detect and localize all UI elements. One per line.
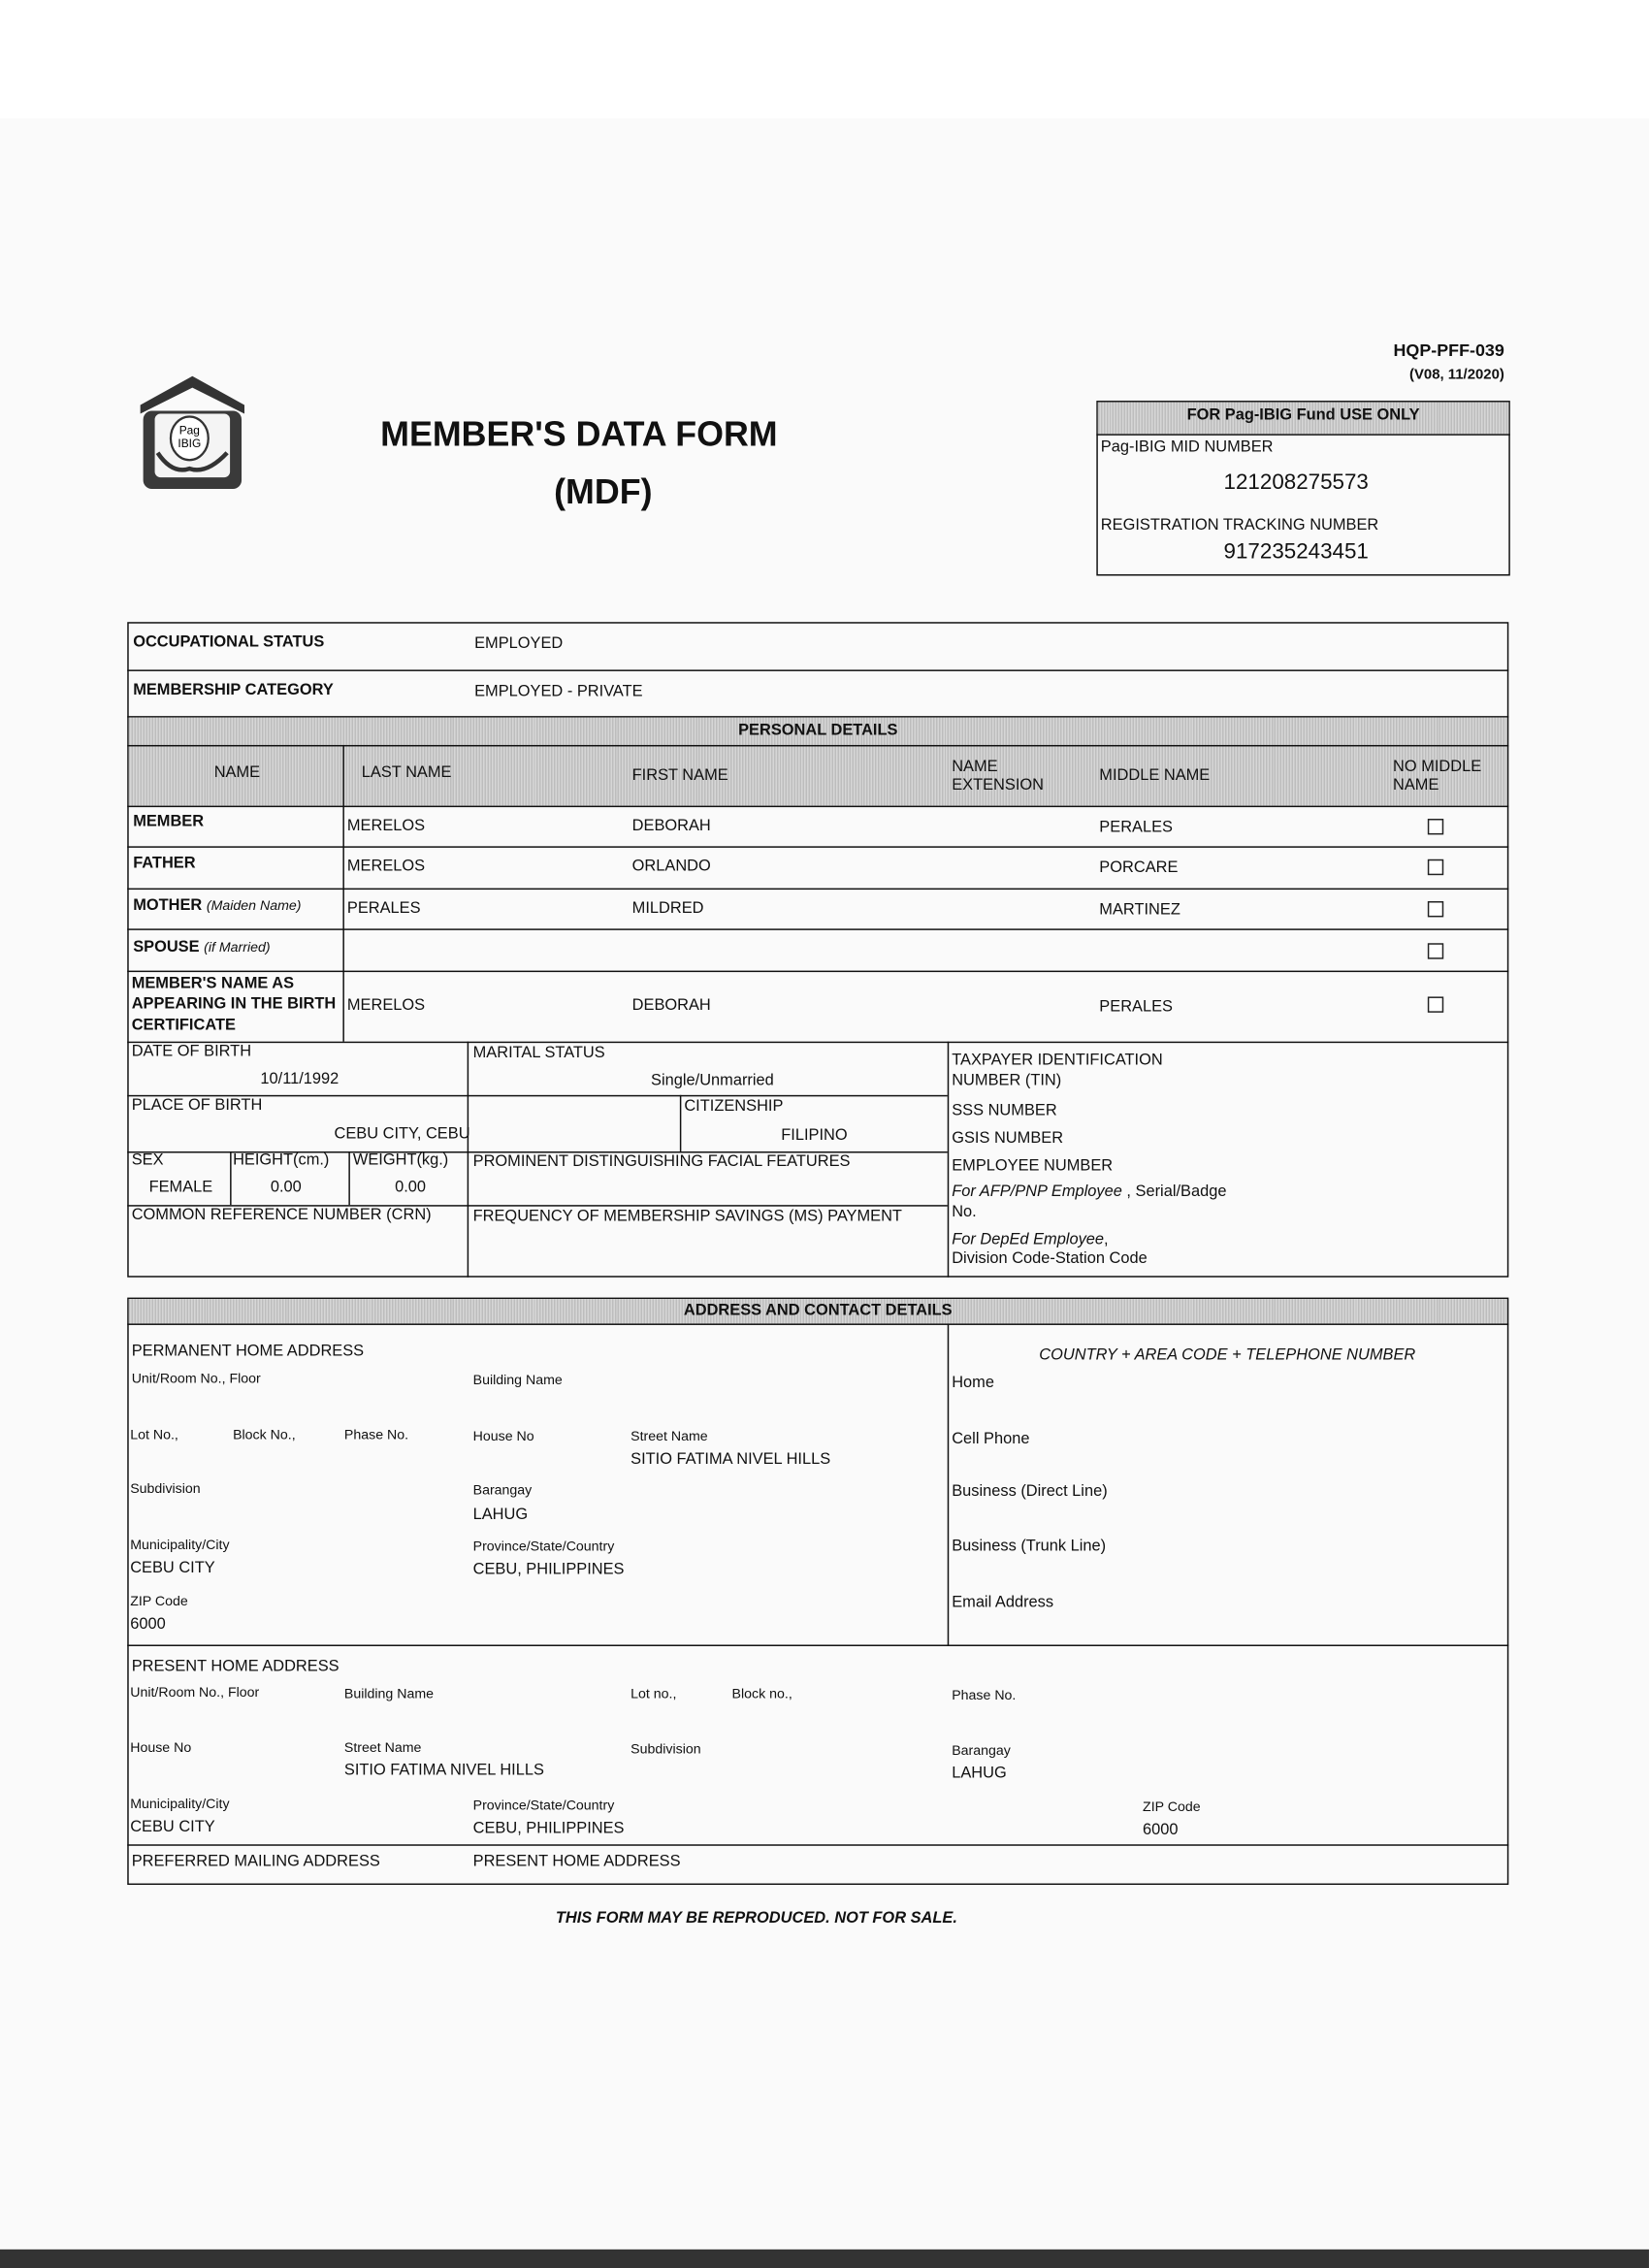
sex-label: SEX bbox=[131, 1150, 164, 1169]
unit-label: Unit/Room No., Floor bbox=[131, 1371, 261, 1388]
building-label: Building Name bbox=[472, 1373, 563, 1389]
col-first-name: FIRST NAME bbox=[631, 766, 728, 785]
contact-title: COUNTRY + AREA CODE + TELEPHONE NUMBER bbox=[1039, 1346, 1416, 1365]
col-no-middle-name: NO MIDDLE NAME bbox=[1393, 758, 1482, 794]
no-middle-name-checkbox[interactable] bbox=[1428, 859, 1443, 875]
fund-box-title: FOR Pag-IBIG Fund USE ONLY bbox=[1186, 406, 1420, 424]
employee-number-label: EMPLOYEE NUMBER bbox=[952, 1156, 1114, 1175]
city-value: CEBU CITY bbox=[130, 1559, 215, 1577]
sex-value: FEMALE bbox=[148, 1179, 213, 1197]
street-label: Street Name bbox=[630, 1429, 708, 1445]
afp-italic: For AFP/PNP Employee bbox=[952, 1183, 1122, 1201]
no-middle-name-checkbox[interactable] bbox=[1428, 996, 1443, 1012]
last-name-value: MERELOS bbox=[346, 858, 426, 876]
last-name-value: MERELOS bbox=[346, 996, 426, 1015]
membership-category-value: EMPLOYED - PRIVATE bbox=[474, 682, 643, 700]
section-label: PERMANENT HOME ADDRESS bbox=[131, 1342, 365, 1360]
deped-italic: For DepEd Employee bbox=[952, 1231, 1105, 1248]
subdivision-label: Subdivision bbox=[130, 1480, 201, 1498]
gsis-label: GSIS NUMBER bbox=[952, 1129, 1064, 1148]
first-name-value: MILDRED bbox=[631, 899, 704, 918]
lot-label: Lot no., bbox=[630, 1686, 677, 1703]
province-value: CEBU, PHILIPPINES bbox=[472, 1819, 625, 1837]
weight-value: 0.00 bbox=[395, 1179, 427, 1197]
zip-value: 6000 bbox=[1143, 1821, 1179, 1839]
citizenship-value: FILIPINO bbox=[781, 1126, 848, 1145]
dob-value: 10/11/1992 bbox=[260, 1070, 340, 1088]
ms-frequency-label: FREQUENCY OF MEMBERSHIP SAVINGS (MS) PAYMENT bbox=[472, 1208, 902, 1226]
last-name-value: PERALES bbox=[346, 899, 421, 918]
street-value: SITIO FATIMA NIVEL HILLS bbox=[343, 1762, 544, 1780]
zip-label: ZIP Code bbox=[130, 1594, 188, 1610]
row-label-note: (Maiden Name) bbox=[206, 898, 302, 915]
business-trunk-label: Business (Trunk Line) bbox=[952, 1538, 1107, 1556]
height-label: HEIGHT(cm.) bbox=[233, 1150, 330, 1169]
membership-category-label: MEMBERSHIP CATEGORY bbox=[133, 681, 334, 699]
mid-value: 121208275573 bbox=[1223, 470, 1369, 495]
preferred-mailing-value: PRESENT HOME ADDRESS bbox=[472, 1853, 681, 1871]
phase-label: Phase No. bbox=[343, 1427, 409, 1444]
first-name-value: DEBORAH bbox=[631, 817, 711, 835]
division-code-label: Division Code-Station Code bbox=[952, 1249, 1148, 1268]
row-label-text: SPOUSE bbox=[133, 938, 200, 956]
tin-label: TAXPAYER IDENTIFICATION NUMBER (TIN) bbox=[952, 1052, 1163, 1090]
address-table bbox=[127, 1298, 1508, 1885]
mid-label: Pag-IBIG MID NUMBER bbox=[1100, 437, 1274, 456]
personal-details-title: PERSONAL DETAILS bbox=[738, 722, 898, 740]
row-label-note: (if Married) bbox=[204, 940, 271, 956]
scan-margin bbox=[0, 0, 1649, 118]
marital-status-value: Single/Unmarried bbox=[651, 1071, 774, 1089]
row-label: FATHER bbox=[133, 855, 196, 873]
col-middle-name: MIDDLE NAME bbox=[1099, 766, 1211, 785]
afp-rest: , Serial/Badge No. bbox=[952, 1183, 1227, 1222]
form-version: (V08, 11/2020) bbox=[1409, 367, 1504, 384]
facial-features-label: PROMINENT DISTINGUISHING FACIAL FEATURES bbox=[472, 1152, 851, 1171]
occupational-status-value: EMPLOYED bbox=[474, 634, 564, 653]
city-value: CEBU CITY bbox=[130, 1818, 215, 1836]
row-label bbox=[133, 897, 301, 916]
col-last-name: LAST NAME bbox=[361, 763, 452, 782]
no-middle-name-checkbox[interactable] bbox=[1428, 943, 1443, 958]
house-label: House No bbox=[472, 1429, 534, 1445]
row-label: MEMBER bbox=[133, 813, 205, 830]
svg-text:IBIG: IBIG bbox=[178, 436, 202, 450]
sss-label: SSS NUMBER bbox=[952, 1102, 1057, 1120]
building-label: Building Name bbox=[343, 1686, 435, 1703]
col-name: NAME bbox=[213, 763, 261, 782]
home-phone-label: Home bbox=[952, 1374, 994, 1392]
barangay-value: LAHUG bbox=[952, 1765, 1007, 1783]
preferred-mailing-label: PREFERRED MAILING ADDRESS bbox=[131, 1853, 380, 1871]
last-name-value: MERELOS bbox=[346, 817, 426, 835]
province-label: Province/State/Country bbox=[472, 1539, 615, 1556]
scan-edge bbox=[0, 2250, 1649, 2268]
row-label-text: MOTHER bbox=[133, 896, 203, 915]
middle-name-value: MARTINEZ bbox=[1099, 901, 1180, 919]
no-middle-name-checkbox[interactable] bbox=[1428, 819, 1443, 834]
subdivision-label: Subdivision bbox=[630, 1741, 701, 1758]
cell-phone-label: Cell Phone bbox=[952, 1430, 1030, 1448]
height-value: 0.00 bbox=[270, 1179, 302, 1197]
form-subtitle: (MDF) bbox=[554, 472, 653, 512]
house-label: House No bbox=[130, 1739, 192, 1757]
row-label: MEMBER'S NAME AS APPEARING IN THE BIRTH CERTIFICATE bbox=[131, 975, 337, 1034]
citizenship-label: CITIZENSHIP bbox=[684, 1097, 784, 1116]
dob-label: DATE OF BIRTH bbox=[131, 1043, 252, 1061]
business-direct-label: Business (Direct Line) bbox=[952, 1482, 1108, 1501]
email-label: Email Address bbox=[952, 1594, 1054, 1612]
pag-ibig-logo-icon bbox=[138, 373, 247, 492]
row-label bbox=[133, 939, 270, 957]
address-title: ADDRESS AND CONTACT DETAILS bbox=[683, 1302, 953, 1319]
unit-label: Unit/Room No., Floor bbox=[130, 1685, 260, 1701]
street-label: Street Name bbox=[343, 1739, 422, 1757]
col-name-extension: NAME EXTENSION bbox=[952, 758, 1045, 794]
weight-label: WEIGHT(kg.) bbox=[352, 1150, 449, 1169]
zip-value: 6000 bbox=[130, 1615, 166, 1634]
section-label: PRESENT HOME ADDRESS bbox=[131, 1657, 340, 1675]
middle-name-value: PORCARE bbox=[1099, 859, 1179, 877]
city-label: Municipality/City bbox=[130, 1538, 230, 1554]
barangay-label: Barangay bbox=[952, 1742, 1011, 1760]
occupational-status-label: OCCUPATIONAL STATUS bbox=[133, 633, 325, 652]
lot-label: Lot No., bbox=[130, 1427, 178, 1444]
middle-name-value: PERALES bbox=[1099, 997, 1173, 1016]
city-label: Municipality/City bbox=[130, 1797, 230, 1813]
crn-label: COMMON REFERENCE NUMBER (CRN) bbox=[131, 1206, 432, 1224]
deped-rest: , bbox=[1104, 1231, 1109, 1248]
afp-pnp-label bbox=[952, 1182, 1255, 1223]
pob-value: CEBU CITY, CEBU bbox=[334, 1125, 470, 1144]
middle-name-value: PERALES bbox=[1099, 819, 1173, 836]
phase-label: Phase No. bbox=[952, 1688, 1017, 1704]
barangay-label: Barangay bbox=[472, 1482, 533, 1499]
barangay-value: LAHUG bbox=[472, 1506, 529, 1524]
first-name-value: DEBORAH bbox=[631, 996, 711, 1015]
rtn-value: 917235243451 bbox=[1223, 539, 1369, 565]
block-label: Block no., bbox=[731, 1686, 792, 1703]
svg-text:Pag: Pag bbox=[178, 423, 200, 437]
deped-label bbox=[952, 1231, 1108, 1249]
province-label: Province/State/Country bbox=[472, 1798, 615, 1814]
marital-status-label: MARITAL STATUS bbox=[472, 1044, 605, 1062]
province-value: CEBU, PHILIPPINES bbox=[472, 1561, 625, 1578]
form-code: HQP-PFF-039 bbox=[1393, 340, 1504, 361]
form-title: MEMBER'S DATA FORM bbox=[380, 414, 778, 455]
rtn-label: REGISTRATION TRACKING NUMBER bbox=[1100, 516, 1379, 535]
first-name-value: ORLANDO bbox=[631, 858, 711, 876]
block-label: Block No., bbox=[233, 1427, 296, 1444]
pob-label: PLACE OF BIRTH bbox=[131, 1096, 263, 1115]
no-middle-name-checkbox[interactable] bbox=[1428, 901, 1443, 917]
street-value: SITIO FATIMA NIVEL HILLS bbox=[630, 1450, 831, 1469]
footer-note: THIS FORM MAY BE REPRODUCED. NOT FOR SALE. bbox=[555, 1909, 957, 1928]
zip-label: ZIP Code bbox=[1143, 1799, 1201, 1816]
